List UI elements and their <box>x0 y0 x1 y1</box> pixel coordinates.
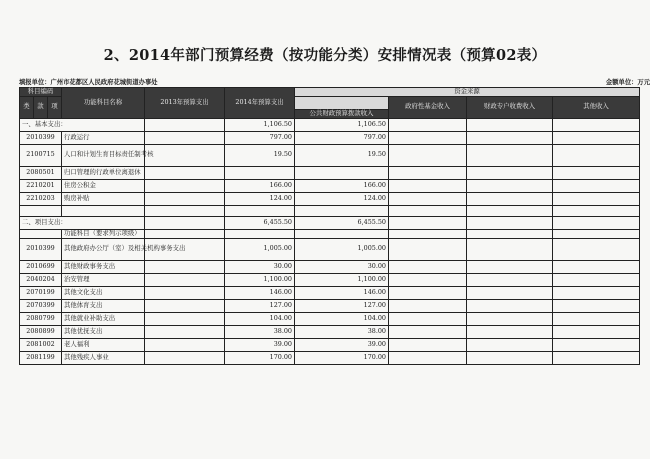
header-cur-year: 2014年预算支出 <box>225 88 295 119</box>
cell-special <box>467 179 553 192</box>
table-row <box>20 205 640 216</box>
cell-cur: 19.50 <box>225 144 295 166</box>
cell-cur: 6,455.50 <box>225 216 295 229</box>
cell-public: 797.00 <box>295 131 389 144</box>
cell-other <box>553 338 640 351</box>
table-row <box>20 286 640 299</box>
cell-public: 170.00 <box>295 351 389 364</box>
reporting-unit: 填报单位：广州市花都区人民政府花城街道办事处 <box>19 79 158 86</box>
cell-other <box>553 351 640 364</box>
cell-name: 其他政府办公厅（室）及相关机构事务支出 <box>62 238 145 260</box>
cell-gov <box>389 312 467 325</box>
cell-code <box>20 205 62 216</box>
table-row <box>20 238 640 260</box>
table-row <box>20 131 640 144</box>
cell-public: 39.00 <box>295 338 389 351</box>
cell-cur: 1,100.00 <box>225 273 295 286</box>
cell-special <box>467 144 553 166</box>
cell-name: 购房补贴 <box>62 192 145 205</box>
cell-gov <box>389 238 467 260</box>
cell-prev <box>145 273 225 286</box>
cell-special <box>467 229 553 238</box>
table-row <box>20 144 640 166</box>
cell-special <box>467 286 553 299</box>
cell-special <box>467 325 553 338</box>
cell-cur: 1,106.50 <box>225 118 295 131</box>
budget-table <box>19 87 640 365</box>
table-row <box>20 273 640 286</box>
cell-code: 2010399 <box>20 131 62 144</box>
cell-code: 2081199 <box>20 351 62 364</box>
header-public-budget: 公共财政预算拨款收入 <box>295 109 389 118</box>
cell-prev <box>145 131 225 144</box>
cell-special <box>467 312 553 325</box>
cell-gov <box>389 299 467 312</box>
cell-prev <box>145 325 225 338</box>
cell-code: 2010399 <box>20 238 62 260</box>
cell-gov <box>389 131 467 144</box>
cell-prev <box>145 166 225 179</box>
table-row <box>20 216 640 229</box>
cell-code: 2210203 <box>20 192 62 205</box>
cell-gov <box>389 179 467 192</box>
header-item: 款 <box>34 96 48 118</box>
cell-prev <box>145 299 225 312</box>
cell-code: 2070399 <box>20 299 62 312</box>
cell-prev <box>145 312 225 325</box>
cell-other <box>553 238 640 260</box>
cell-special <box>467 338 553 351</box>
cell-special <box>467 118 553 131</box>
header-other-income: 其他收入 <box>553 96 640 118</box>
cell-prev <box>145 179 225 192</box>
cell-gov <box>389 273 467 286</box>
cell-name: 人口和计划生育目标责任制考核 <box>62 144 145 166</box>
table-row <box>20 312 640 325</box>
cell-other <box>553 118 640 131</box>
cell-name: 老人福利 <box>62 338 145 351</box>
cell-public: 38.00 <box>295 325 389 338</box>
cell-gov <box>389 351 467 364</box>
header-prev-year: 2013年预算支出 <box>145 88 225 119</box>
cell-public <box>295 166 389 179</box>
cell-code: 2010699 <box>20 260 62 273</box>
cell-gov <box>389 216 467 229</box>
cell-code: 2081002 <box>20 338 62 351</box>
cell-code: 2070199 <box>20 286 62 299</box>
cell-prev <box>145 192 225 205</box>
cell-prev <box>145 351 225 364</box>
cell-prev <box>145 286 225 299</box>
cell-other <box>553 229 640 238</box>
cell-code: 2040204 <box>20 273 62 286</box>
cell-cur <box>225 166 295 179</box>
cell-public <box>295 229 389 238</box>
cell-code: 2210201 <box>20 179 62 192</box>
cell-cur: 127.00 <box>225 299 295 312</box>
cell-other <box>553 299 640 312</box>
cell-prev <box>145 338 225 351</box>
amount-unit: 金额单位：万元 <box>605 79 650 86</box>
cell-other <box>553 286 640 299</box>
header-gov-fund: 政府性基金收入 <box>389 96 467 118</box>
cell-cur: 39.00 <box>225 338 295 351</box>
cell-name: 其他体育支出 <box>62 299 145 312</box>
cell-cur: 166.00 <box>225 179 295 192</box>
cell-name <box>62 205 145 216</box>
cell-special <box>467 351 553 364</box>
cell-public: 124.00 <box>295 192 389 205</box>
cell-name: 其他就业补助支出 <box>62 312 145 325</box>
table-row <box>20 192 640 205</box>
cell-cur: 797.00 <box>225 131 295 144</box>
cell-cur <box>225 229 295 238</box>
cell-public: 1,100.00 <box>295 273 389 286</box>
cell-name: 住房公积金 <box>62 179 145 192</box>
table-row <box>20 260 640 273</box>
cell-cur: 104.00 <box>225 312 295 325</box>
cell-cur <box>225 205 295 216</box>
table-row <box>20 229 640 238</box>
cell-other <box>553 205 640 216</box>
table-row <box>20 118 640 131</box>
cell-name: 其他财政事务支出 <box>62 260 145 273</box>
cell-gov <box>389 166 467 179</box>
header-fund-spacer <box>295 96 389 109</box>
cell-gov <box>389 229 467 238</box>
cell-public: 166.00 <box>295 179 389 192</box>
cell-name: 治安管理 <box>62 273 145 286</box>
cell-gov <box>389 325 467 338</box>
cell-other <box>553 216 640 229</box>
cell-other <box>553 192 640 205</box>
table-row <box>20 338 640 351</box>
cell-other <box>553 312 640 325</box>
cell-cur: 124.00 <box>225 192 295 205</box>
cell-code <box>20 229 62 238</box>
cell-public: 19.50 <box>295 144 389 166</box>
header-funding-source: 资金来源 <box>295 88 640 97</box>
cell-public: 30.00 <box>295 260 389 273</box>
cell-name: 其他残疾人事业 <box>62 351 145 364</box>
cell-gov <box>389 192 467 205</box>
cell-cur: 30.00 <box>225 260 295 273</box>
cell-name: 行政运行 <box>62 131 145 144</box>
cell-special <box>467 205 553 216</box>
header-class: 类 <box>20 96 34 118</box>
cell-other <box>553 325 640 338</box>
cell-special <box>467 273 553 286</box>
cell-cur: 170.00 <box>225 351 295 364</box>
cell-public: 1,005.00 <box>295 238 389 260</box>
table-row <box>20 299 640 312</box>
cell-cur: 1,005.00 <box>225 238 295 260</box>
cell-code: 2100715 <box>20 144 62 166</box>
cell-code: 2080799 <box>20 312 62 325</box>
cell-gov <box>389 118 467 131</box>
table-row <box>20 325 640 338</box>
header-special-account: 财政专户收费收入 <box>467 96 553 118</box>
cell-name: 归口管理的行政单位离退休 <box>62 166 145 179</box>
cell-gov <box>389 286 467 299</box>
cell-gov <box>389 260 467 273</box>
cell-cur: 146.00 <box>225 286 295 299</box>
header-section: 项 <box>48 96 62 118</box>
cell-cur: 38.00 <box>225 325 295 338</box>
cell-name: 其他优抚支出 <box>62 325 145 338</box>
cell-special <box>467 260 553 273</box>
header-function-name: 功能科目名称 <box>62 88 145 119</box>
cell-special <box>467 299 553 312</box>
cell-gov <box>389 205 467 216</box>
cell-gov <box>389 338 467 351</box>
cell-prev <box>145 229 225 238</box>
cell-public: 1,106.50 <box>295 118 389 131</box>
table-row <box>20 179 640 192</box>
cell-public: 146.00 <box>295 286 389 299</box>
cell-public: 127.00 <box>295 299 389 312</box>
table-row <box>20 166 640 179</box>
document-title: 2、2014年部门预算经费（按功能分类）安排情况表（预算02表） <box>103 47 547 64</box>
cell-prev <box>145 144 225 166</box>
cell-prev <box>145 118 225 131</box>
cell-special <box>467 238 553 260</box>
cell-code: 2080899 <box>20 325 62 338</box>
cell-other <box>553 131 640 144</box>
cell-name: 其他文化支出 <box>62 286 145 299</box>
cell-other <box>553 273 640 286</box>
cell-public: 6,455.50 <box>295 216 389 229</box>
cell-gov <box>389 144 467 166</box>
cell-special <box>467 192 553 205</box>
cell-other <box>553 166 640 179</box>
cell-code: 2080501 <box>20 166 62 179</box>
table-row <box>20 351 640 364</box>
cell-special <box>467 216 553 229</box>
cell-public <box>295 205 389 216</box>
cell-special <box>467 166 553 179</box>
section-label: 一、基本支出： <box>20 118 145 131</box>
cell-other <box>553 260 640 273</box>
cell-public: 104.00 <box>295 312 389 325</box>
cell-other <box>553 144 640 166</box>
cell-name: 功能科目（要求列示项级） <box>62 229 145 238</box>
cell-other <box>553 179 640 192</box>
cell-special <box>467 131 553 144</box>
cell-prev <box>145 216 225 229</box>
section-label: 二、项目支出： <box>20 216 145 229</box>
cell-prev <box>145 260 225 273</box>
header-subject-code: 科目编码 <box>20 88 62 97</box>
cell-prev <box>145 205 225 216</box>
